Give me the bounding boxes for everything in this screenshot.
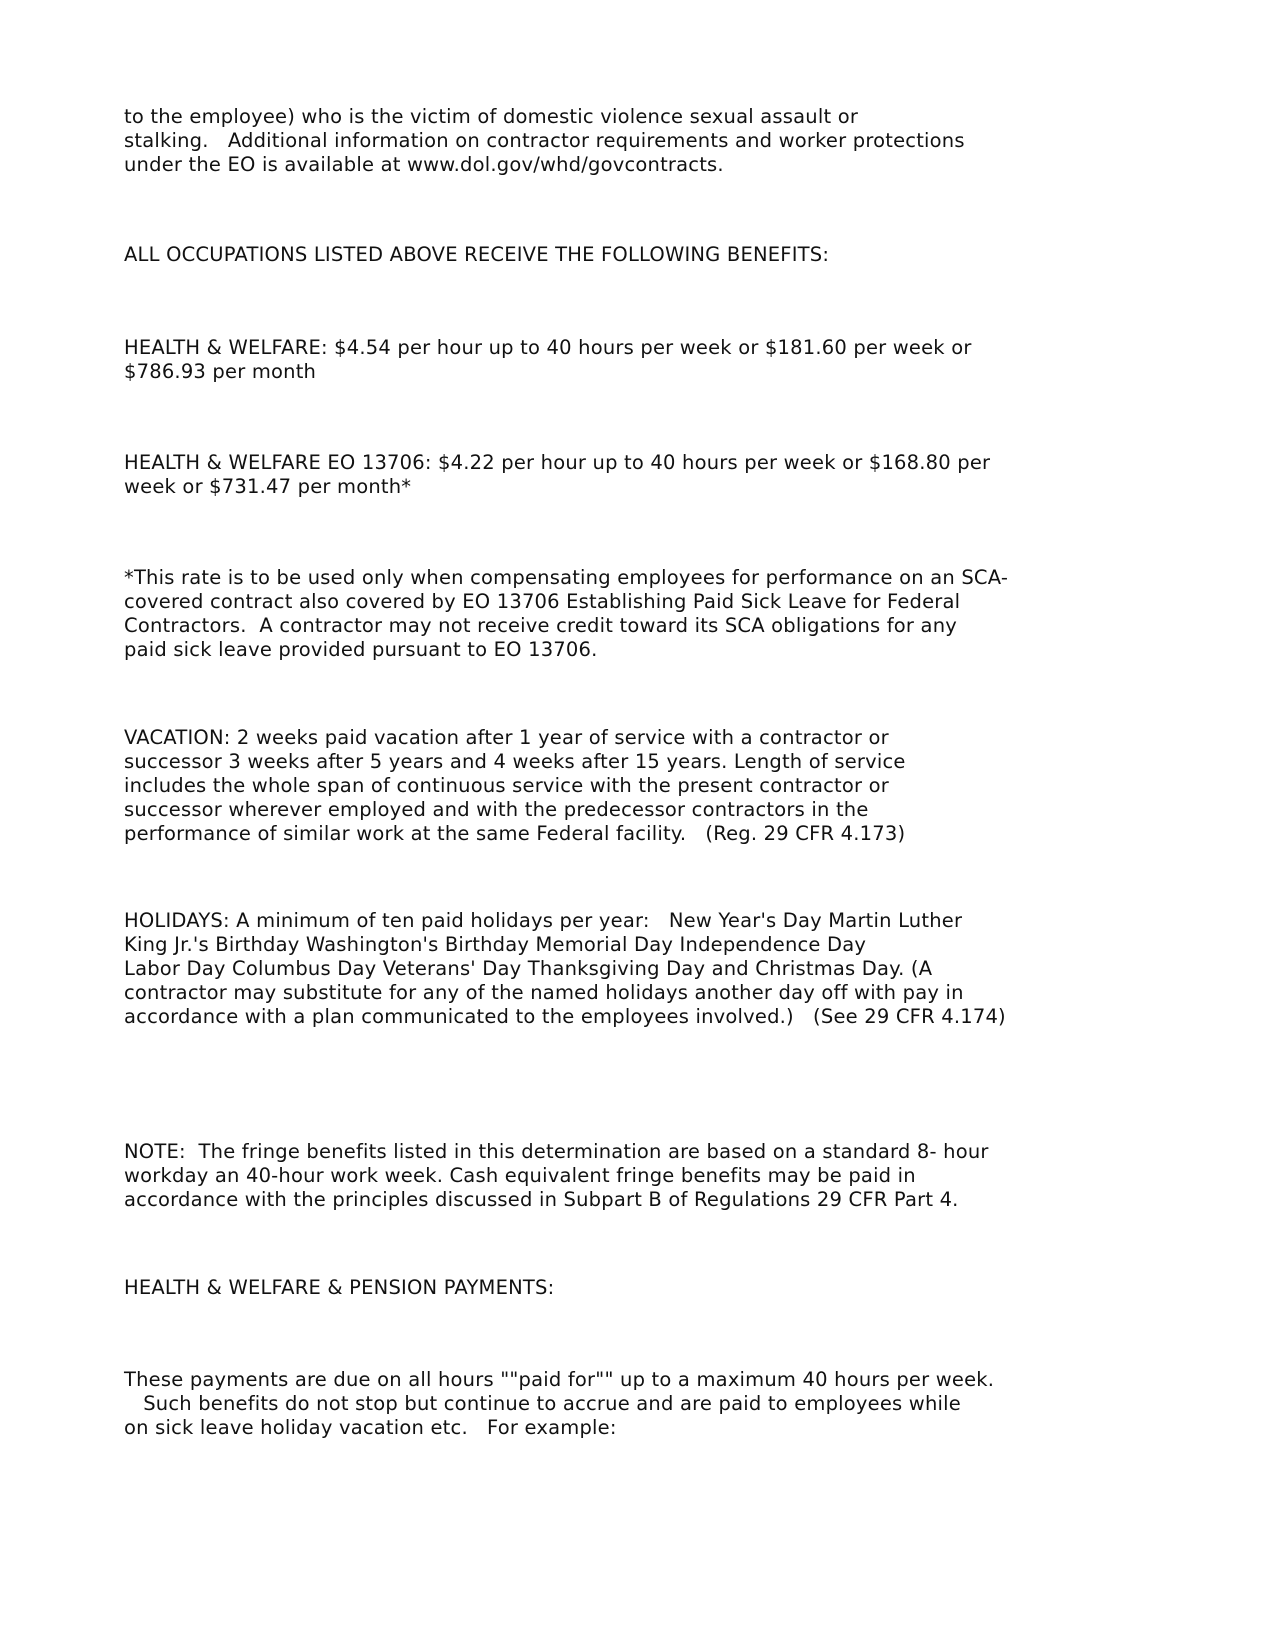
text-line: week or $731.47 per month* bbox=[124, 475, 412, 498]
text-line: accordance with a plan communicated to the employees involved.) (See 29 CFR 4.174) bbox=[124, 1005, 1006, 1028]
vacation-paragraph bbox=[124, 726, 1084, 846]
text-line: paid sick leave provided pursuant to EO 13706. bbox=[124, 638, 598, 661]
text-line: includes the whole span of continuous service with the present contractor or bbox=[124, 774, 889, 797]
text-line: contractor may substitute for any of the named holidays another day off with pay in bbox=[124, 981, 964, 1004]
text-line: These payments are due on all hours ""paid for"" up to a maximum 40 hours per week. bbox=[124, 1368, 995, 1391]
text-line: successor 3 weeks after 5 years and 4 weeks after 15 years. Length of service bbox=[124, 750, 906, 773]
payments-due-paragraph bbox=[124, 1368, 1084, 1440]
text-line: covered contract also covered by EO 13706 Establishing Paid Sick Leave for Federal bbox=[124, 590, 961, 613]
text-line: King Jr.'s Birthday Washington's Birthday Memorial Day Independence Day bbox=[124, 933, 867, 956]
eo-intro-paragraph bbox=[124, 105, 1084, 177]
health-welfare-paragraph bbox=[124, 336, 1084, 384]
text-line: $786.93 per month bbox=[124, 360, 317, 383]
text-line: performance of similar work at the same Federal facility. (Reg. 29 CFR 4.173) bbox=[124, 822, 906, 845]
text-line: successor wherever employed and with the predecessor contractors in the bbox=[124, 798, 869, 821]
text-line: ALL OCCUPATIONS LISTED ABOVE RECEIVE THE FOLLOWING BENEFITS: bbox=[124, 243, 830, 266]
text-line: accordance with the principles discussed in Subpart B of Regulations 29 CFR Part 4. bbox=[124, 1188, 959, 1211]
all-occupations-heading bbox=[124, 243, 1084, 267]
rate-note-paragraph bbox=[124, 566, 1084, 662]
text-line: to the employee) who is the victim of domestic violence sexual assault or bbox=[124, 105, 859, 128]
text-line: workday an 40-hour work week. Cash equivalent fringe benefits may be paid in bbox=[124, 1164, 916, 1187]
text-line: Contractors. A contractor may not receive credit toward its SCA obligations for any bbox=[124, 614, 958, 637]
text-line: on sick leave holiday vacation etc. For example: bbox=[124, 1416, 617, 1439]
text-line: stalking. Additional information on contractor requirements and worker protections bbox=[124, 129, 965, 152]
text-line: HOLIDAYS: A minimum of ten paid holidays per year: New Year's Day Martin Luther bbox=[124, 909, 963, 932]
health-welfare-eo-paragraph bbox=[124, 451, 1084, 499]
text-line: Labor Day Columbus Day Veterans' Day Thanksgiving Day and Christmas Day. (A bbox=[124, 957, 933, 980]
text-line: VACATION: 2 weeks paid vacation after 1 year of service with a contractor or bbox=[124, 726, 889, 749]
text-line: Such benefits do not stop but continue to accrue and are paid to employees while bbox=[124, 1392, 961, 1415]
pension-payments-heading bbox=[124, 1276, 1084, 1300]
text-line: HEALTH & WELFARE: $4.54 per hour up to 40 hours per week or $181.60 per week or bbox=[124, 336, 972, 359]
note-paragraph bbox=[124, 1140, 1084, 1212]
text-line: NOTE: The fringe benefits listed in this determination are based on a standard 8- hour bbox=[124, 1140, 989, 1163]
holidays-paragraph bbox=[124, 909, 1084, 1029]
text-line: *This rate is to be used only when compensating employees for performance on an SCA- bbox=[124, 566, 1009, 589]
text-line: HEALTH & WELFARE & PENSION PAYMENTS: bbox=[124, 1276, 555, 1299]
text-line: HEALTH & WELFARE EO 13706: $4.22 per hour up to 40 hours per week or $168.80 per bbox=[124, 451, 991, 474]
text-line: under the EO is available at www.dol.gov/whd/govcontracts. bbox=[124, 153, 724, 176]
